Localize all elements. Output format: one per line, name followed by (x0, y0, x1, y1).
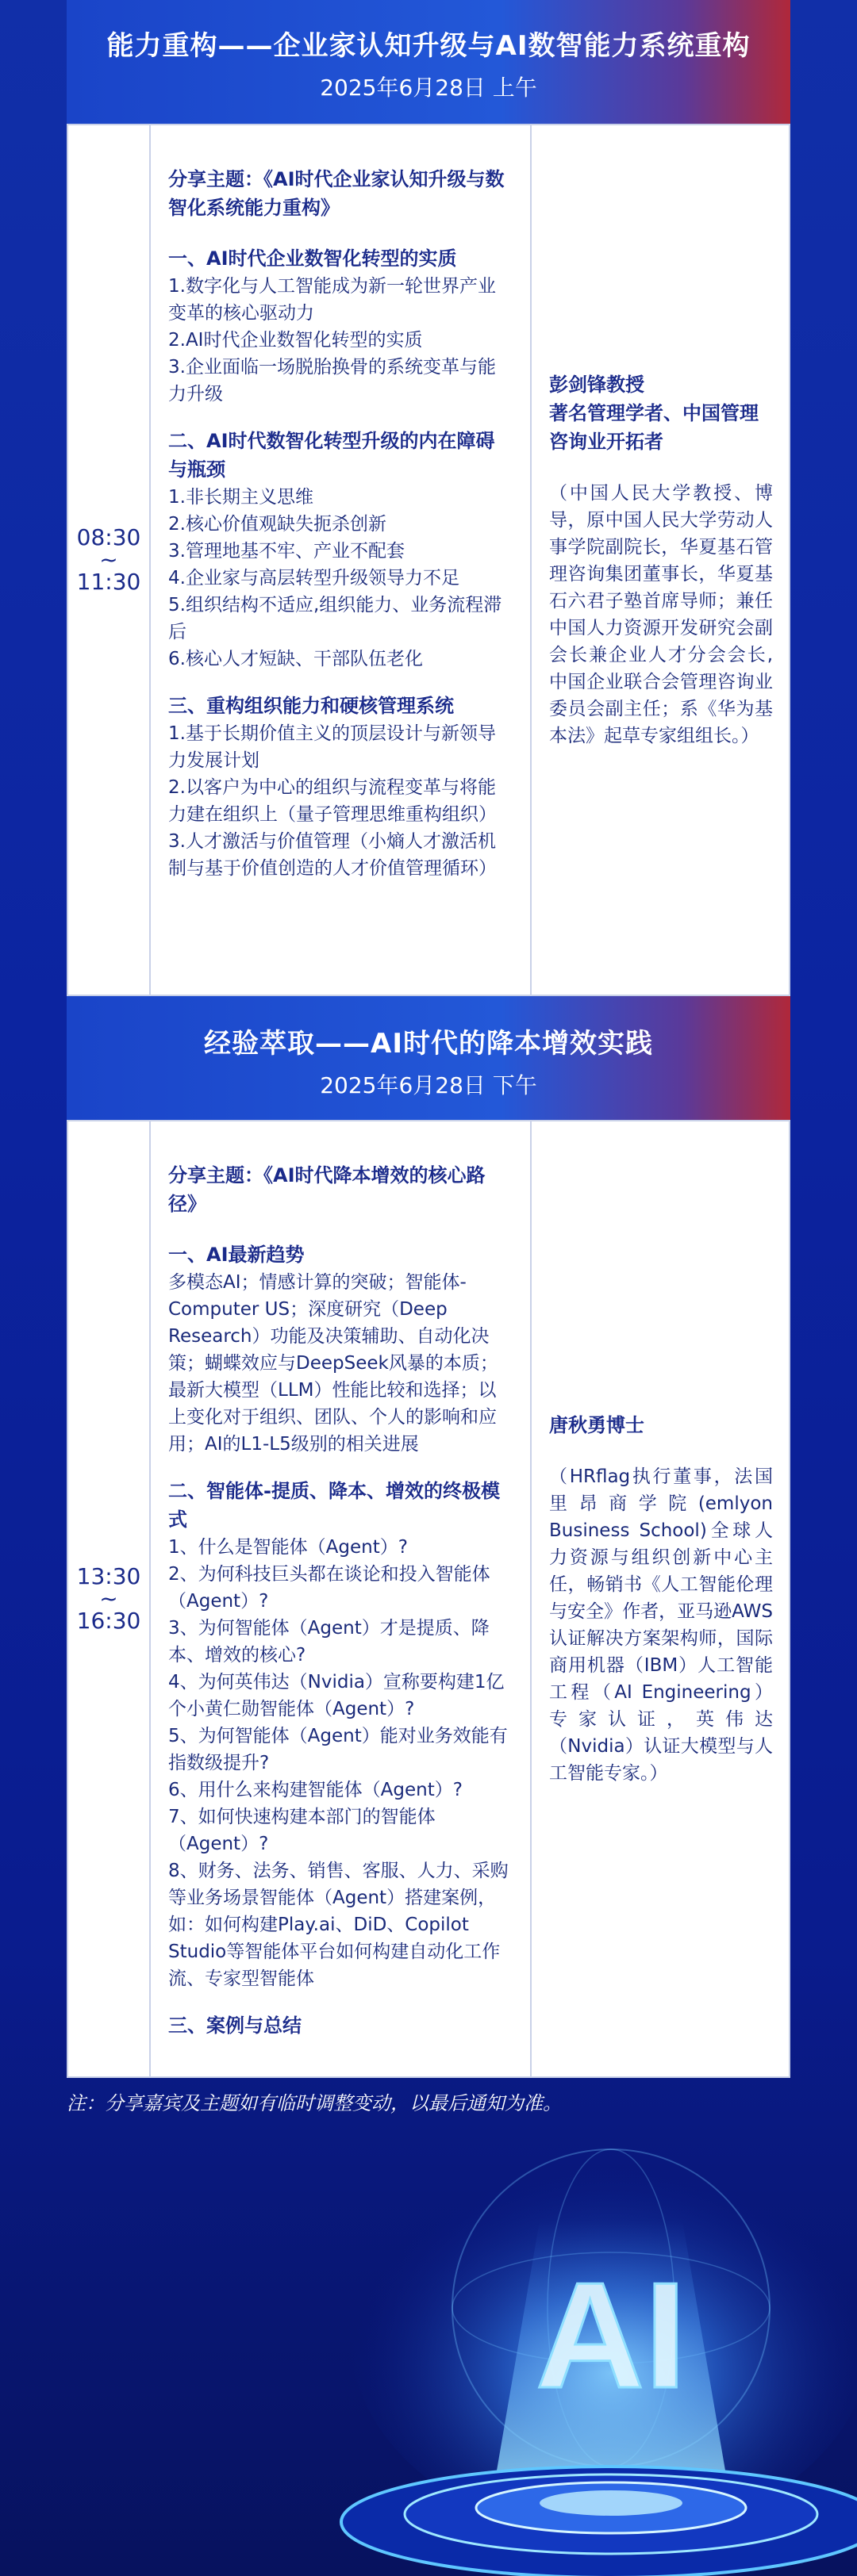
section2-banner (67, 996, 790, 1120)
section1-time-start: 08:30 (76, 524, 141, 550)
agenda-item: 7、如何快速构建本部门的智能体（Agent）? (168, 1807, 436, 1854)
agenda-section (168, 692, 513, 882)
agenda-item: 5、为何智能体（Agent）能对业务效能有指数级提升? (168, 1726, 508, 1773)
section2-title: 经验萃取——AI时代的降本增效实践 (204, 1028, 653, 1060)
section1-title: 能力重构——企业家认知升级与AI数智能力系统重构 (106, 30, 751, 62)
section2-speaker-bio: （HRflag执行董事，法国里昂商学院(emlyon Business School)全球人力资源与组织创新中心主任，畅销书《人工智能伦理与安全》作者，亚马逊AWS认证解决方案架构师，国际商用机器（IBM）人工智能工程（AI Engineering）专家认证，英伟达（Nvidia）认证大模型与人工智能专家。） (549, 1466, 773, 1784)
agenda-item: 5.组织结构不适应,组织能力、业务流程滞后 (168, 595, 502, 642)
agenda-item: 2.核心价值观缺失扼杀创新 (168, 514, 386, 535)
agenda-item: 6、用什么来构建智能体（Agent）? (168, 1780, 463, 1800)
agenda-item: 2.以客户为中心的组织与流程变革与将能力建在组织上（量子管理思维重构组织） (168, 777, 497, 825)
section2-subject: 分享主题：《AI时代降本增效的核心路径》 (168, 1164, 486, 1215)
agenda-item: 3.企业面临一场脱胎换骨的系统变革与能力升级 (168, 357, 496, 404)
section1-date: 2025年6月28日 上午 (320, 75, 537, 101)
agenda-section (168, 1477, 513, 1992)
agenda-item: 6.核心人才短缺、干部队伍老化 (168, 649, 423, 669)
section1-time-sep: ~ (99, 546, 118, 573)
agenda-section-title: 三、案例与总结 (168, 2014, 302, 2037)
section2-time-end: 16:30 (76, 1608, 141, 1634)
agenda-section (168, 2011, 513, 2040)
section1-speaker-name: 彭剑锋教授 (549, 374, 644, 396)
agenda-item: 4、为何英伟达（Nvidia）宣称要构建1亿个小黄仁勋智能体（Agent）? (168, 1672, 505, 1719)
section2-speaker (532, 1121, 790, 2076)
section2-time (68, 1121, 151, 2076)
platform-core (540, 2490, 682, 2516)
section1-speaker-bio: （中国人民大学教授、博导，原中国人民大学劳动人事学院副院长，华夏基石管理咨询集团董事长，华夏基石六君子塾首席导师；兼任中国人力资源开发研究会副会长兼企业人才分会会长,中国企业联合会管理咨询业委员会副主任；系《华为基本法》起草专家组组长。） (549, 483, 773, 746)
agenda-item: 8、财务、法务、销售、客服、人力、采购等业务场景智能体（Agent）搭建案例，如：如何构建Play.ai、DiD、Copilot Studio等智能体平台如何构建自动化工作流、专家型智能体 (168, 1861, 509, 1989)
footnote: 注：分享嘉宾及主题如有临时调整变动，以最后通知为准。 (67, 2092, 562, 2114)
section1-table (67, 124, 790, 996)
agenda-section (168, 244, 513, 408)
agenda-section-title: 二、智能体-提质、降本、增效的终极模式 (168, 1480, 500, 1531)
section2-time-sep: ~ (99, 1585, 118, 1612)
agenda-item: 3.管理地基不牢、产业不配套 (168, 541, 405, 562)
section2-table (67, 1120, 790, 2078)
section2-content (151, 1121, 532, 2076)
ai-graphic-text: AI (536, 2252, 686, 2420)
agenda-section-title: 二、AI时代数智化转型升级的内在障碍与瓶颈 (168, 430, 495, 481)
agenda-item: 3、为何智能体（Agent）才是提质、降本、增效的核心? (168, 1618, 490, 1666)
section2-time-start: 13:30 (76, 1563, 141, 1589)
section2-speaker-name: 唐秋勇博士 (549, 1414, 644, 1436)
agenda-item: 2、为何科技巨头都在谈论和投入智能体（Agent）? (168, 1564, 490, 1612)
agenda-item: 1.基于长期价值主义的顶层设计与新领导力发展计划 (168, 723, 496, 771)
agenda-section-title: 三、重构组织能力和硬核管理系统 (168, 695, 454, 717)
agenda-item: 1、什么是智能体（Agent）? (168, 1537, 408, 1558)
section1-speaker (532, 125, 790, 995)
section1-subject: 分享主题：《AI时代企业家认知升级与数智化系统能力重构》 (168, 168, 505, 219)
agenda-item: 3.人才激活与价值管理（小熵人才激活机制与基于价值创造的人才价值管理循环） (168, 831, 497, 879)
agenda-item: 多模态AI；情感计算的突破；智能体-Computer US；深度研究（Deep Research）功能及决策辅助、自动化决策；蝴蝶效应与DeepSeek风暴的本质；最新大模型（LLM）性能比较和选择；以上变化对于组织、团队、个人的影响和应用；AI的L1-L5级别的相关进展 (168, 1272, 498, 1455)
agenda-section-title: 一、AI时代企业数智化转型的实质 (168, 247, 457, 270)
agenda-item: 4.企业家与高层转型升级领导力不足 (168, 568, 459, 588)
agenda-section-title: 一、AI最新趋势 (168, 1244, 305, 1266)
agenda-section (168, 1240, 513, 1458)
section1-time (68, 125, 151, 995)
section1-content (151, 125, 532, 995)
section1-time-end: 11:30 (76, 569, 141, 595)
agenda-item: 1.数字化与人工智能成为新一轮世界产业变革的核心驱动力 (168, 276, 496, 324)
section1-speaker-title: 著名管理学者、中国管理咨询业开拓者 (549, 402, 759, 453)
ai-hologram-graphic (0, 2126, 857, 2576)
agenda-item: 1.非长期主义思维 (168, 487, 313, 508)
agenda-item: 2.AI时代企业数智化转型的实质 (168, 330, 423, 351)
section2-date: 2025年6月28日 下午 (320, 1072, 537, 1098)
section1-banner (67, 0, 790, 124)
agenda-section (168, 427, 513, 673)
